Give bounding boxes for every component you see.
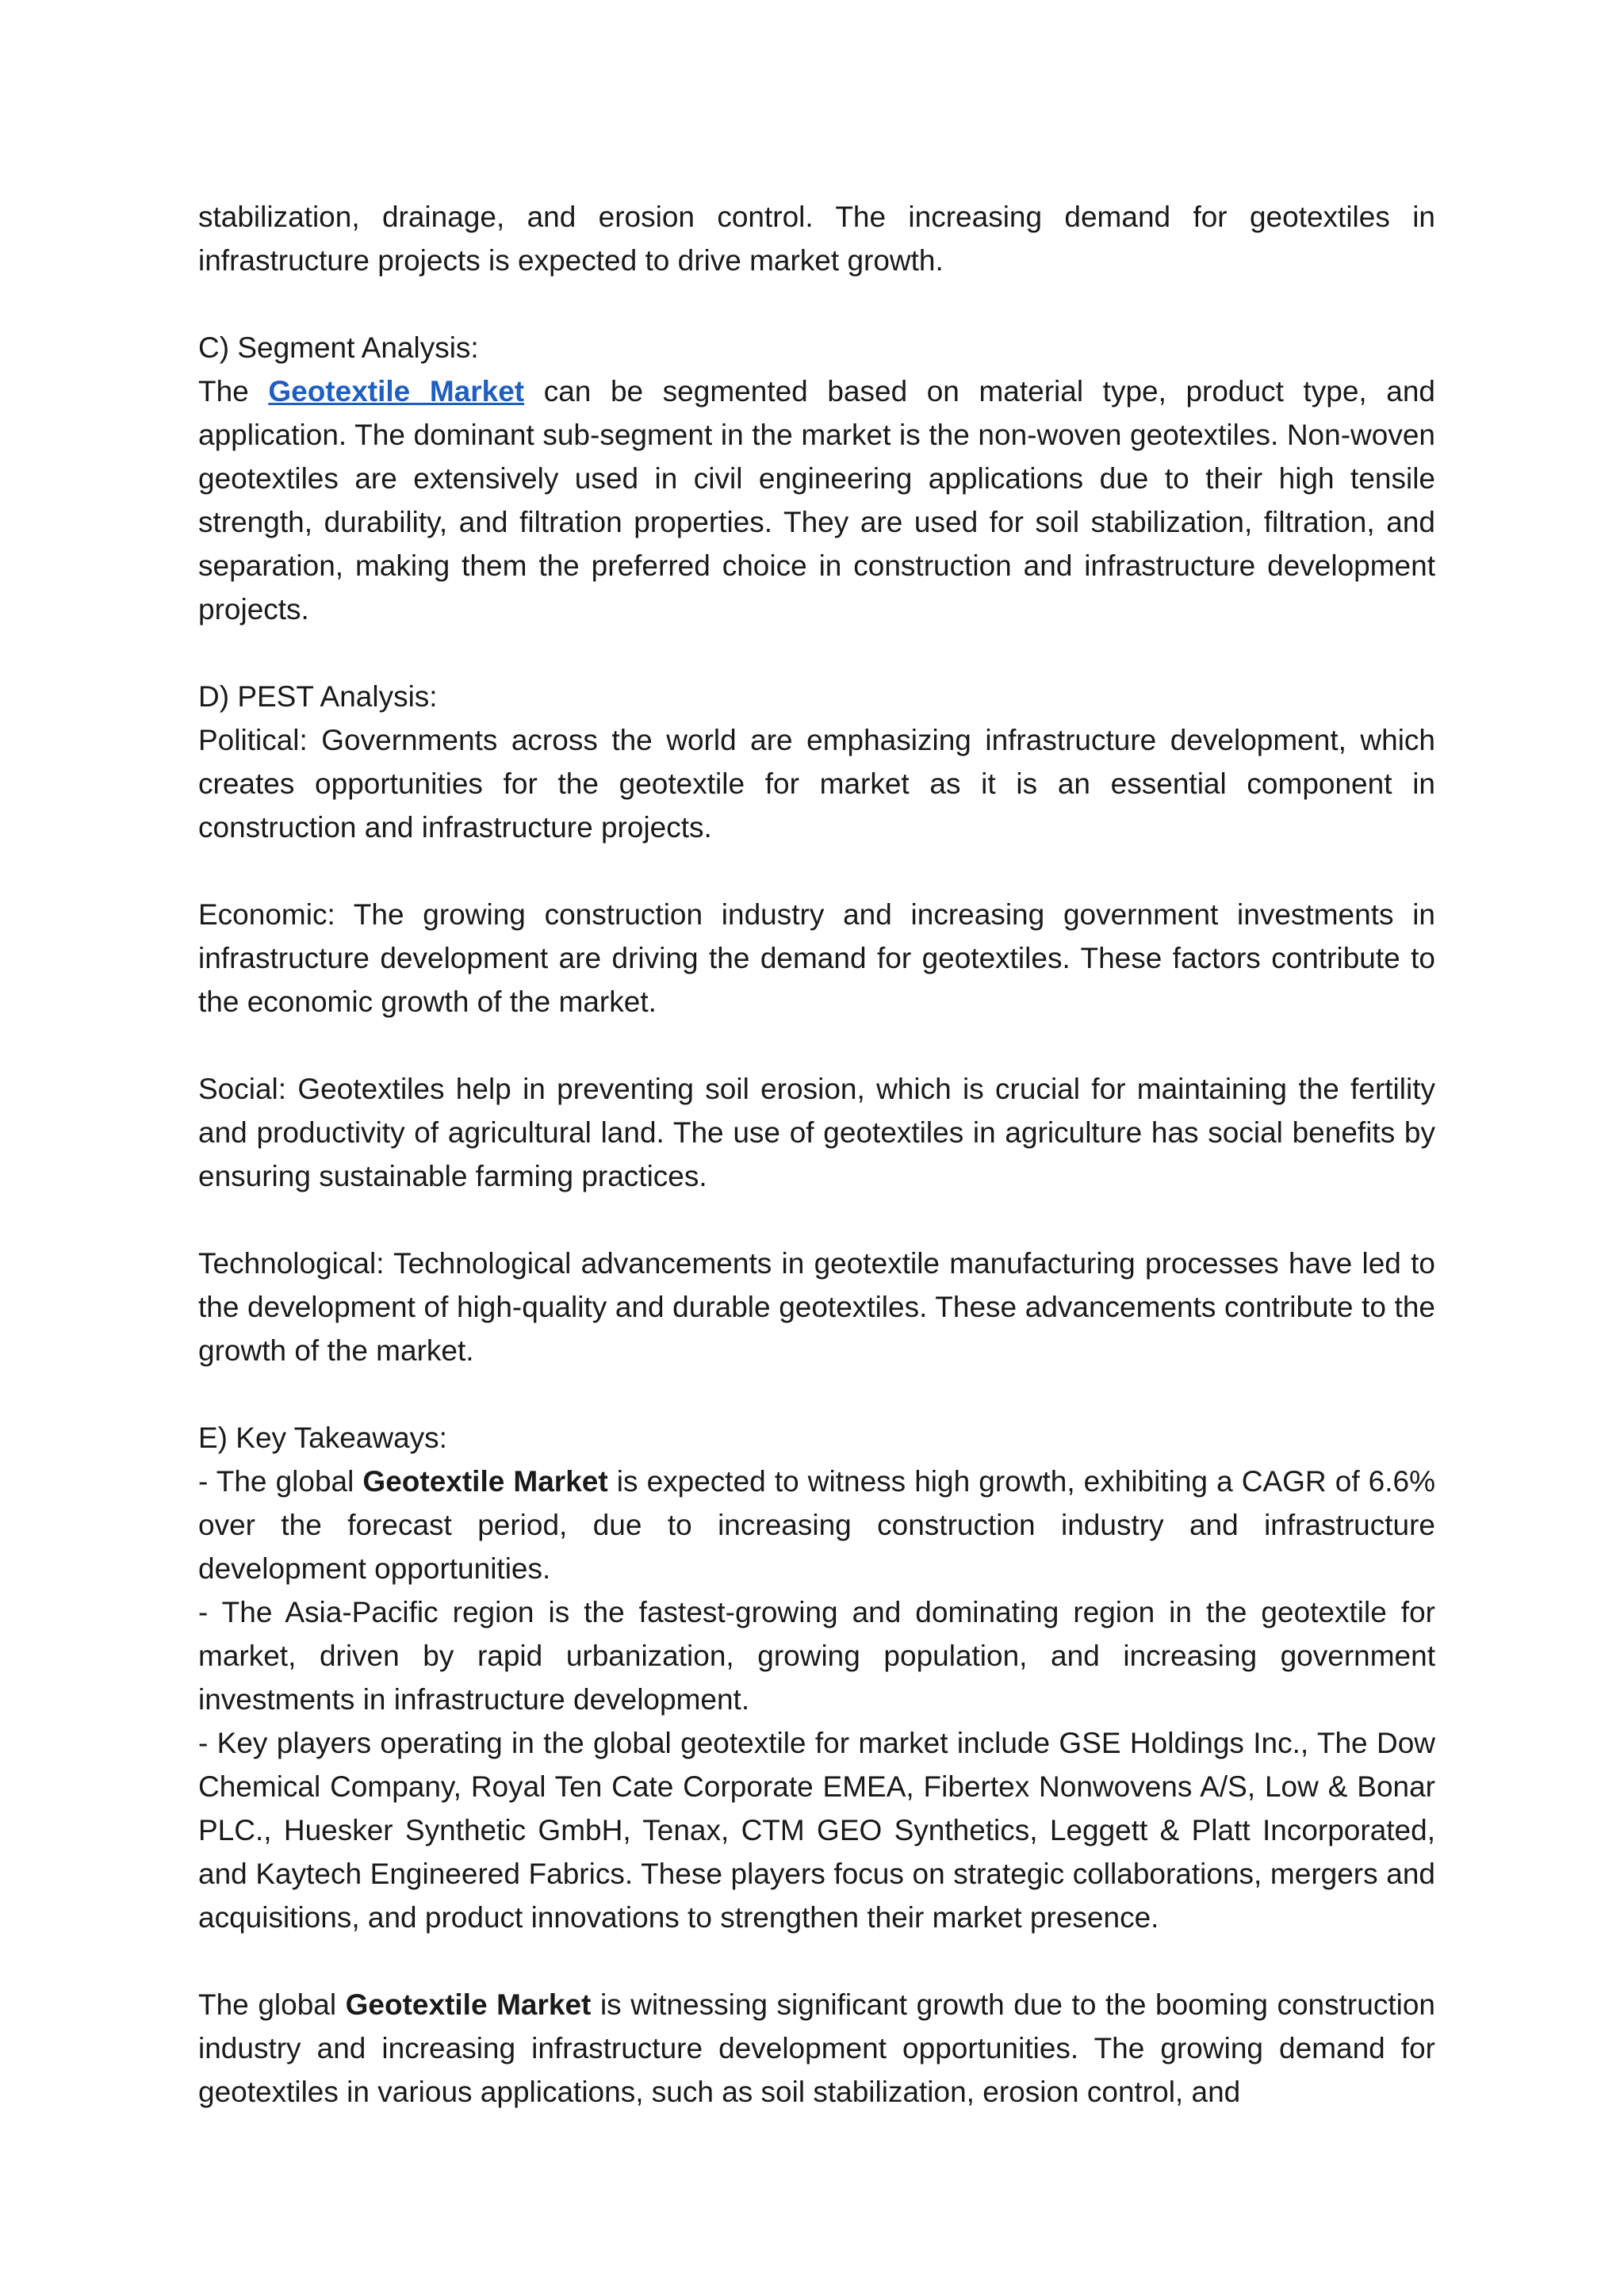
spacer bbox=[198, 849, 1435, 893]
spacer bbox=[198, 1372, 1435, 1416]
pest-political: Political: Governments across the world are emphasizing infrastructure development, which creates opportunities for the geotextile for market as it is an essential component in construction and infrastructure projects. bbox=[198, 724, 1435, 844]
pest-heading: D) PEST Analysis: bbox=[198, 680, 438, 713]
takeaway-item-1 bbox=[198, 1460, 1435, 1590]
intro-paragraph: stabilization, drainage, and erosion control. The increasing demand for geotextiles in infrastructure projects is expected to drive market growth. bbox=[198, 201, 1435, 277]
segment-heading: C) Segment Analysis: bbox=[198, 331, 479, 364]
closing-paragraph bbox=[198, 1983, 1435, 2114]
spacer bbox=[198, 1024, 1435, 1067]
geotextile-market-link[interactable]: Geotextile Market bbox=[268, 375, 525, 408]
spacer bbox=[198, 282, 1435, 326]
takeaway-item-3: - Key players operating in the global geotextile for market include GSE Holdings Inc., The Dow Chemical Company, Royal Ten Cate Corporate EMEA, Fibertex Nonwovens A/S, Low & Bonar PLC., Huesker Synthetic GmbH, Tenax, CTM GEO Synthetics, Leggett & Platt Incorporated, and Kaytech Engineered Fabrics. These players focus on strategic collaborations, mergers and acquisitions, and product innovations to strengthen their market presence. bbox=[198, 1727, 1435, 1934]
takeaway-item-2: - The Asia-Pacific region is the fastest-growing and dominating region in the geotextile for market, driven by rapid urbanization, growing population, and increasing government investments in infrastructure development. bbox=[198, 1596, 1435, 1716]
pest-economic: Economic: The growing construction industry and increasing government investments in infrastructure development are driving the demand for geotextiles. These factors contribute to the economic growth of the market. bbox=[198, 898, 1435, 1018]
takeaways-heading: E) Key Takeaways: bbox=[198, 1422, 447, 1454]
spacer bbox=[198, 1939, 1435, 1983]
document-page bbox=[198, 195, 1435, 2114]
closing-pre: The global bbox=[198, 1988, 346, 2021]
spacer bbox=[198, 631, 1435, 675]
takeaway-1-pre: - The global bbox=[198, 1465, 363, 1498]
spacer bbox=[198, 1198, 1435, 1242]
pest-technological: Technological: Technological advancements in geotextile manufacturing processes have led to the development of high-quality and durable geotextiles. These advancements contribute to the growth of the market. bbox=[198, 1247, 1435, 1367]
pest-social: Social: Geotextiles help in preventing soil erosion, which is crucial for maintaining the fertility and productivity of agricultural land. The use of geotextiles in agriculture has social benefits by ensuring sustainable farming practices. bbox=[198, 1073, 1435, 1192]
segment-paragraph bbox=[198, 369, 1435, 631]
takeaway-1-bold: Geotextile Market bbox=[362, 1465, 608, 1498]
closing-bold: Geotextile Market bbox=[345, 1988, 592, 2021]
takeaway-1-post: is expected to witness high growth, exhibiting a CAGR of 6.6% over the forecast period, due to increasing construction industry and infrastructure development opportunities. bbox=[198, 1465, 1436, 1585]
segment-text-pre: The bbox=[198, 375, 269, 408]
closing-post: is witnessing significant growth due to the booming construction industry and increasing infrastructure development opportunities. The growing demand for geotextiles in various applications, such as soil stabilization, erosion control, and bbox=[198, 1988, 1435, 2108]
segment-text-post: can be segmented based on material type, product type, and application. The dominant sub-segment in the market is the non-woven geotextiles. Non-woven geotextiles are extensively used in civil engineering applications due to their high tensile strength, durability, and filtration properties. They are used for soil stabilization, filtration, and separation, making them the preferred choice in construction and infrastructure development projects. bbox=[198, 375, 1435, 626]
